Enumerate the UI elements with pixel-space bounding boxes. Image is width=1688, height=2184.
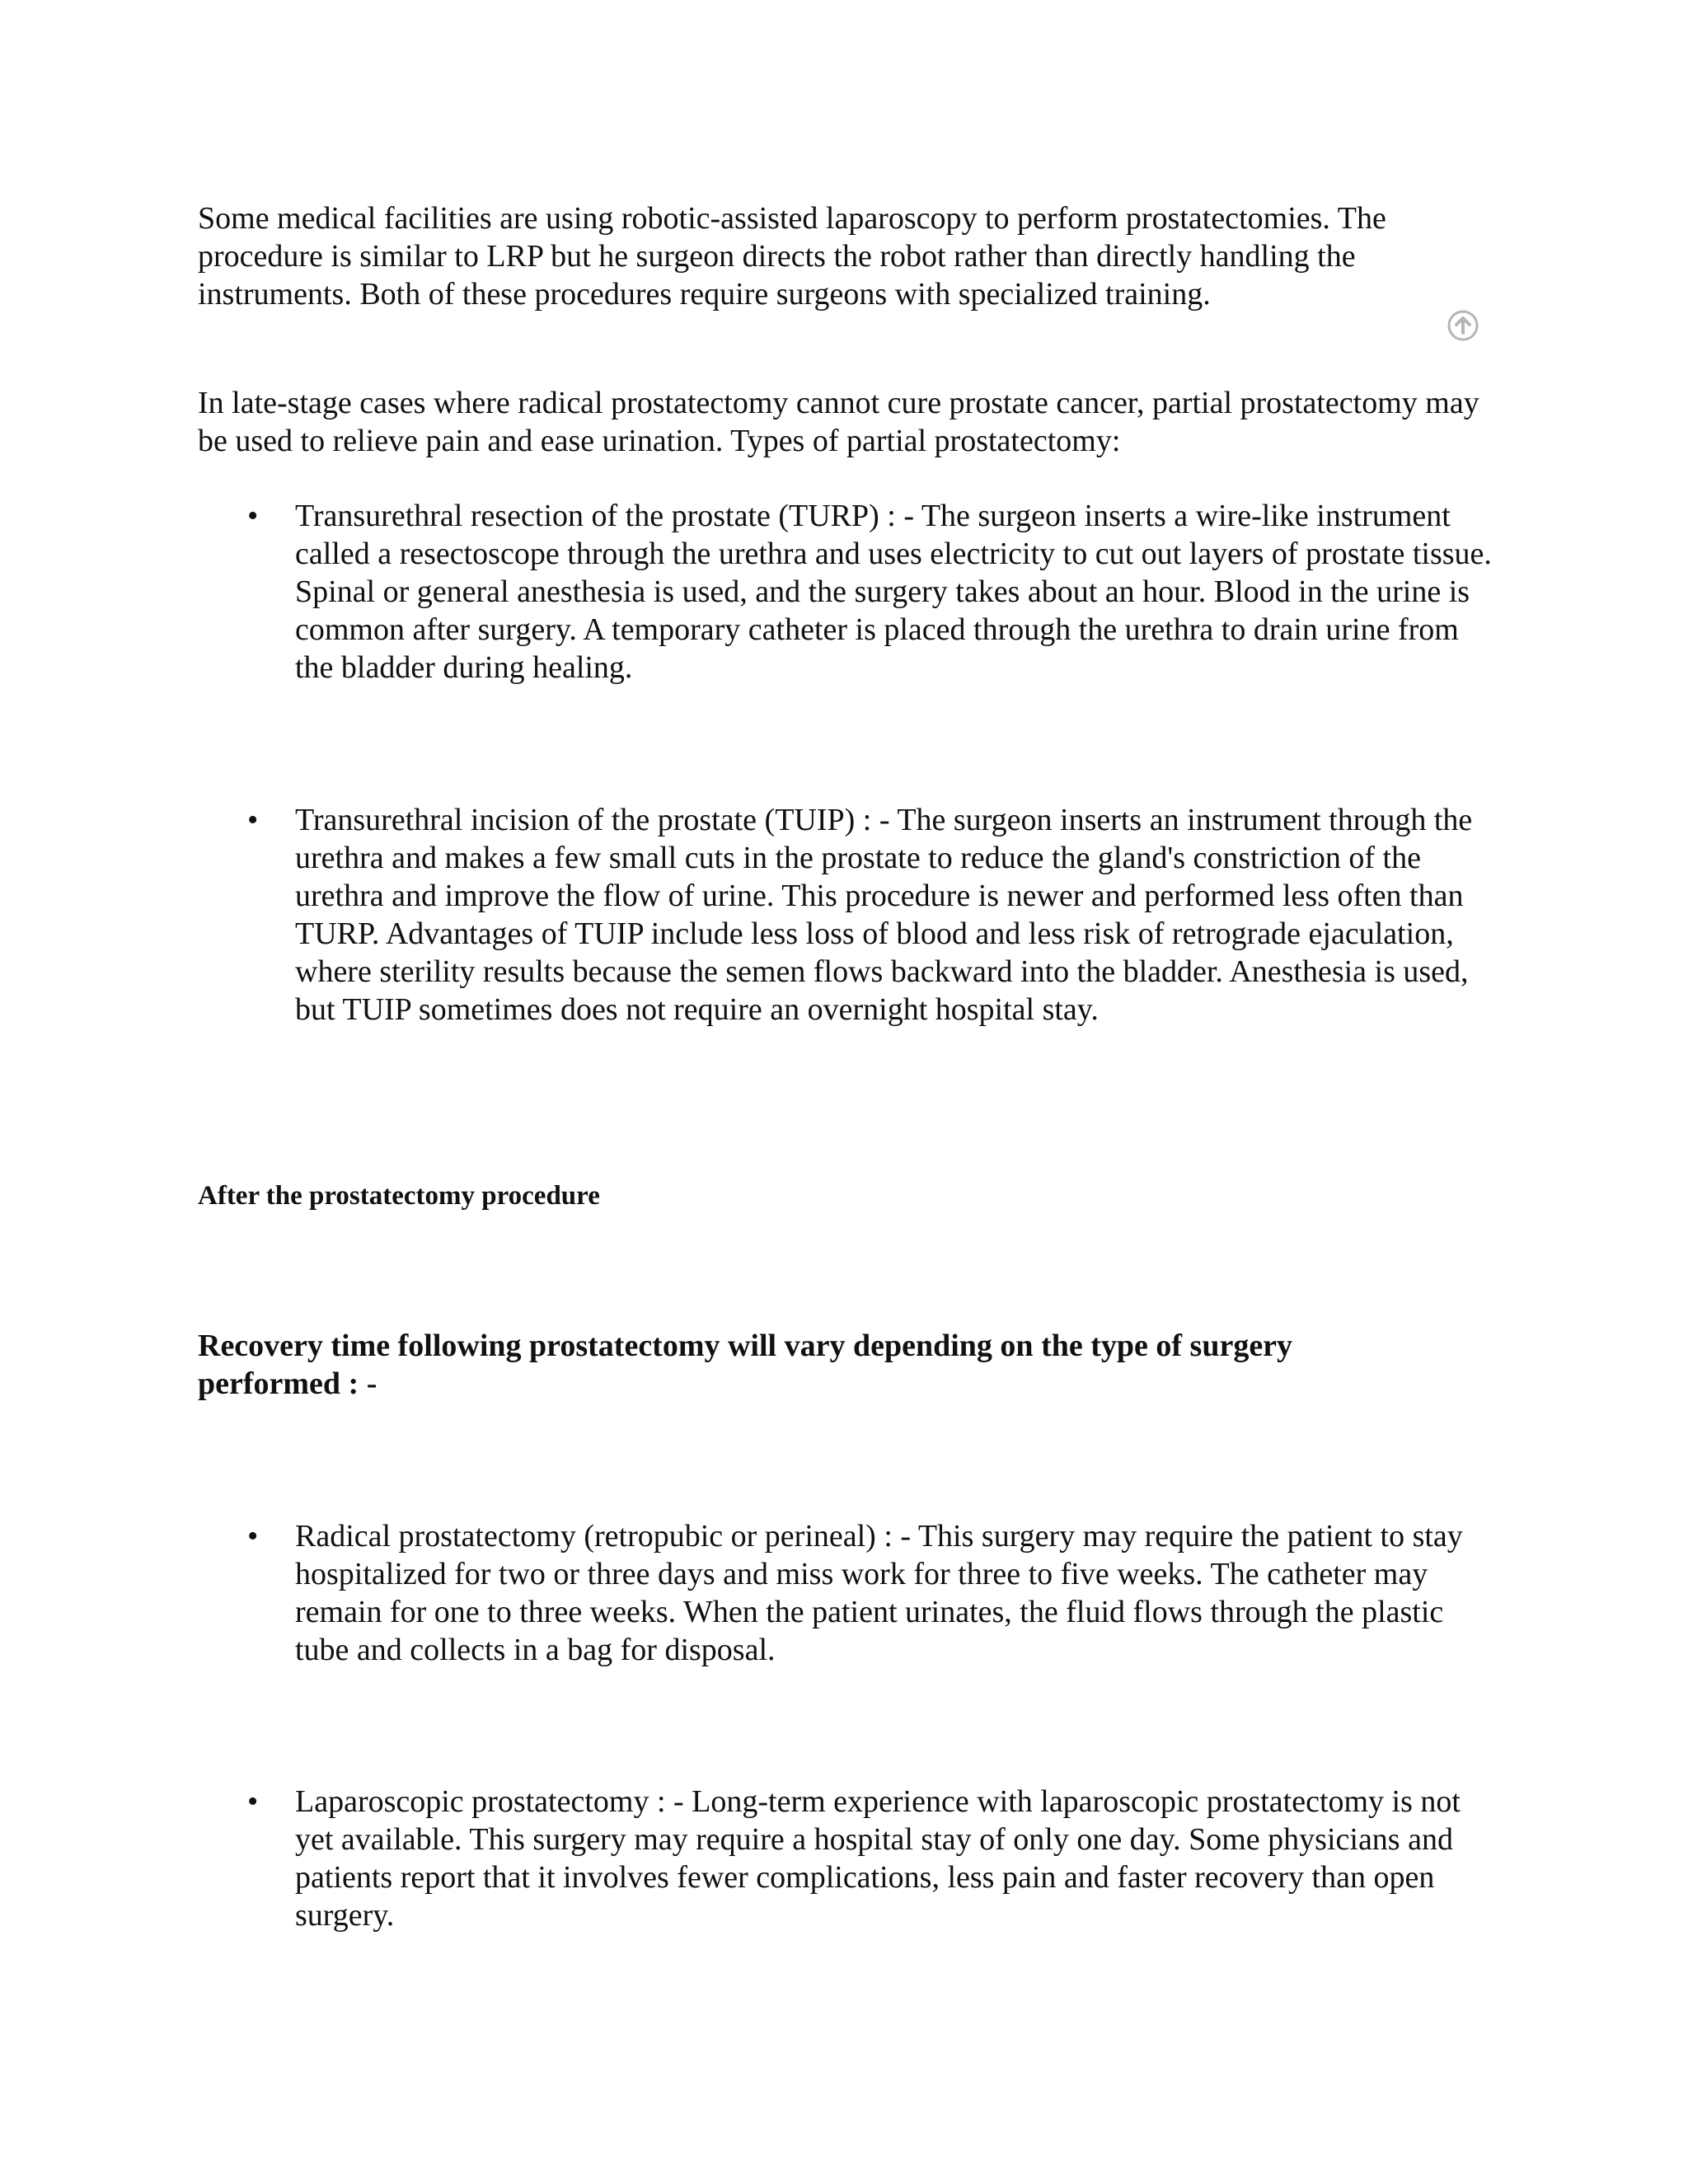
section-heading-recovery: Recovery time following prostatectomy will vary depending on the type of surgery performed : -	[198, 1329, 1293, 1401]
bullet-icon: •	[247, 803, 259, 837]
bullet-icon: •	[247, 1519, 259, 1554]
list-item-text: Laparoscopic prostatectomy : - Long-term experience with laparoscopic prostatectomy is not yet available. This surgery may require a hospital stay of only one day. Some physicians and patients report that it involves fewer complications, less pain and faster recovery than open surgery.	[295, 1784, 1461, 1933]
bullet-icon: •	[247, 499, 259, 533]
arrow-up-circle-icon[interactable]	[1447, 309, 1479, 342]
paragraph-late-stage: In late-stage cases where radical prostatectomy cannot cure prostate cancer, partial prostatectomy may be used to relieve pain and ease urination. Types of partial prostatectomy:	[198, 386, 1479, 458]
paragraph-robotic-laparoscopy: Some medical facilities are using robotic-assisted laparoscopy to perform prostatectomies. The procedure is similar to LRP but he surgeon directs the robot rather than directly handling the instruments. Both of these procedures require surgeons with specialized training.	[198, 201, 1386, 312]
section-heading-after-procedure: After the prostatectomy procedure	[198, 1181, 600, 1211]
list-item-text: Transurethral resection of the prostate (TURP) : - The surgeon inserts a wire-like instrument called a resectoscope through the urethra and uses electricity to cut out layers of prostate tissue. Spinal or general anesthesia is used, and the surgery takes about an hour. Blood in the urine is common after surgery. A temporary catheter is placed through the urethra to drain urine from the bladder during healing.	[295, 499, 1492, 685]
list-item-text: Transurethral incision of the prostate (TUIP) : - The surgeon inserts an instrument through the urethra and makes a few small cuts in the prostate to reduce the gland's constriction of the urethra and improve the flow of urine. This procedure is newer and performed less often than TURP. Advantages of TUIP include less loss of blood and less risk of retrograde ejaculation, where sterility results because the semen flows backward into the bladder. Anesthesia is used, but TUIP sometimes does not require an overnight hospital stay.	[295, 803, 1473, 1027]
list-item-text: Radical prostatectomy (retropubic or perineal) : - This surgery may require the patient to stay hospitalized for two or three days and miss work for three to five weeks. The catheter may remain for one to three weeks. When the patient urinates, the fluid flows through the plastic tube and collects in a bag for disposal.	[295, 1519, 1463, 1667]
bullet-icon: •	[247, 1784, 259, 1819]
